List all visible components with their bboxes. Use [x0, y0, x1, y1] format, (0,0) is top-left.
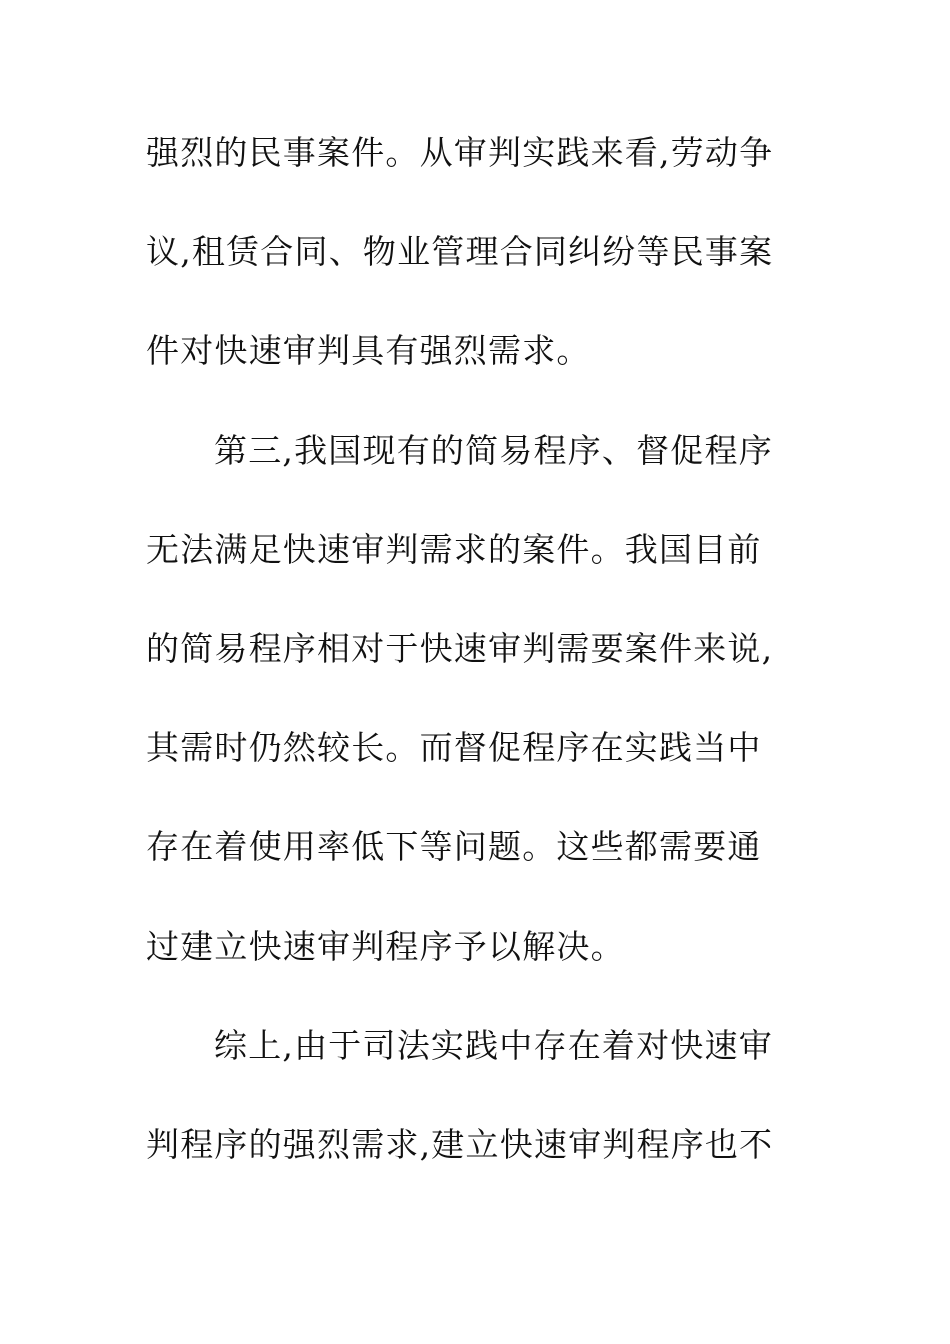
text-line: 无法满足快速审判需求的案件。我国目前: [146, 529, 762, 569]
text-line: 过建立快速审判程序予以解决。: [146, 926, 625, 966]
text-line: 的简易程序相对于快速审判需要案件来说,: [146, 628, 774, 668]
paragraph-start-line: 综上,由于司法实践中存在着对快速审: [214, 1025, 773, 1065]
text-line: 判程序的强烈需求,建立快速审判程序也不: [146, 1124, 774, 1164]
text-line: 件对快速审判具有强烈需求。: [146, 331, 591, 371]
text-line: 强烈的民事案件。从审判实践来看,劳动争: [146, 133, 774, 172]
text-line: 存在着使用率低下等问题。这些都需要通: [146, 827, 762, 867]
paragraph-start-line: 第三,我国现有的简易程序、督促程序: [214, 430, 773, 470]
text-line: 其需时仍然较长。而督促程序在实践当中: [146, 728, 762, 768]
body-text: [146, 120, 806, 1211]
text-line: 议,租赁合同、物业管理合同纠纷等民事案: [146, 232, 774, 272]
